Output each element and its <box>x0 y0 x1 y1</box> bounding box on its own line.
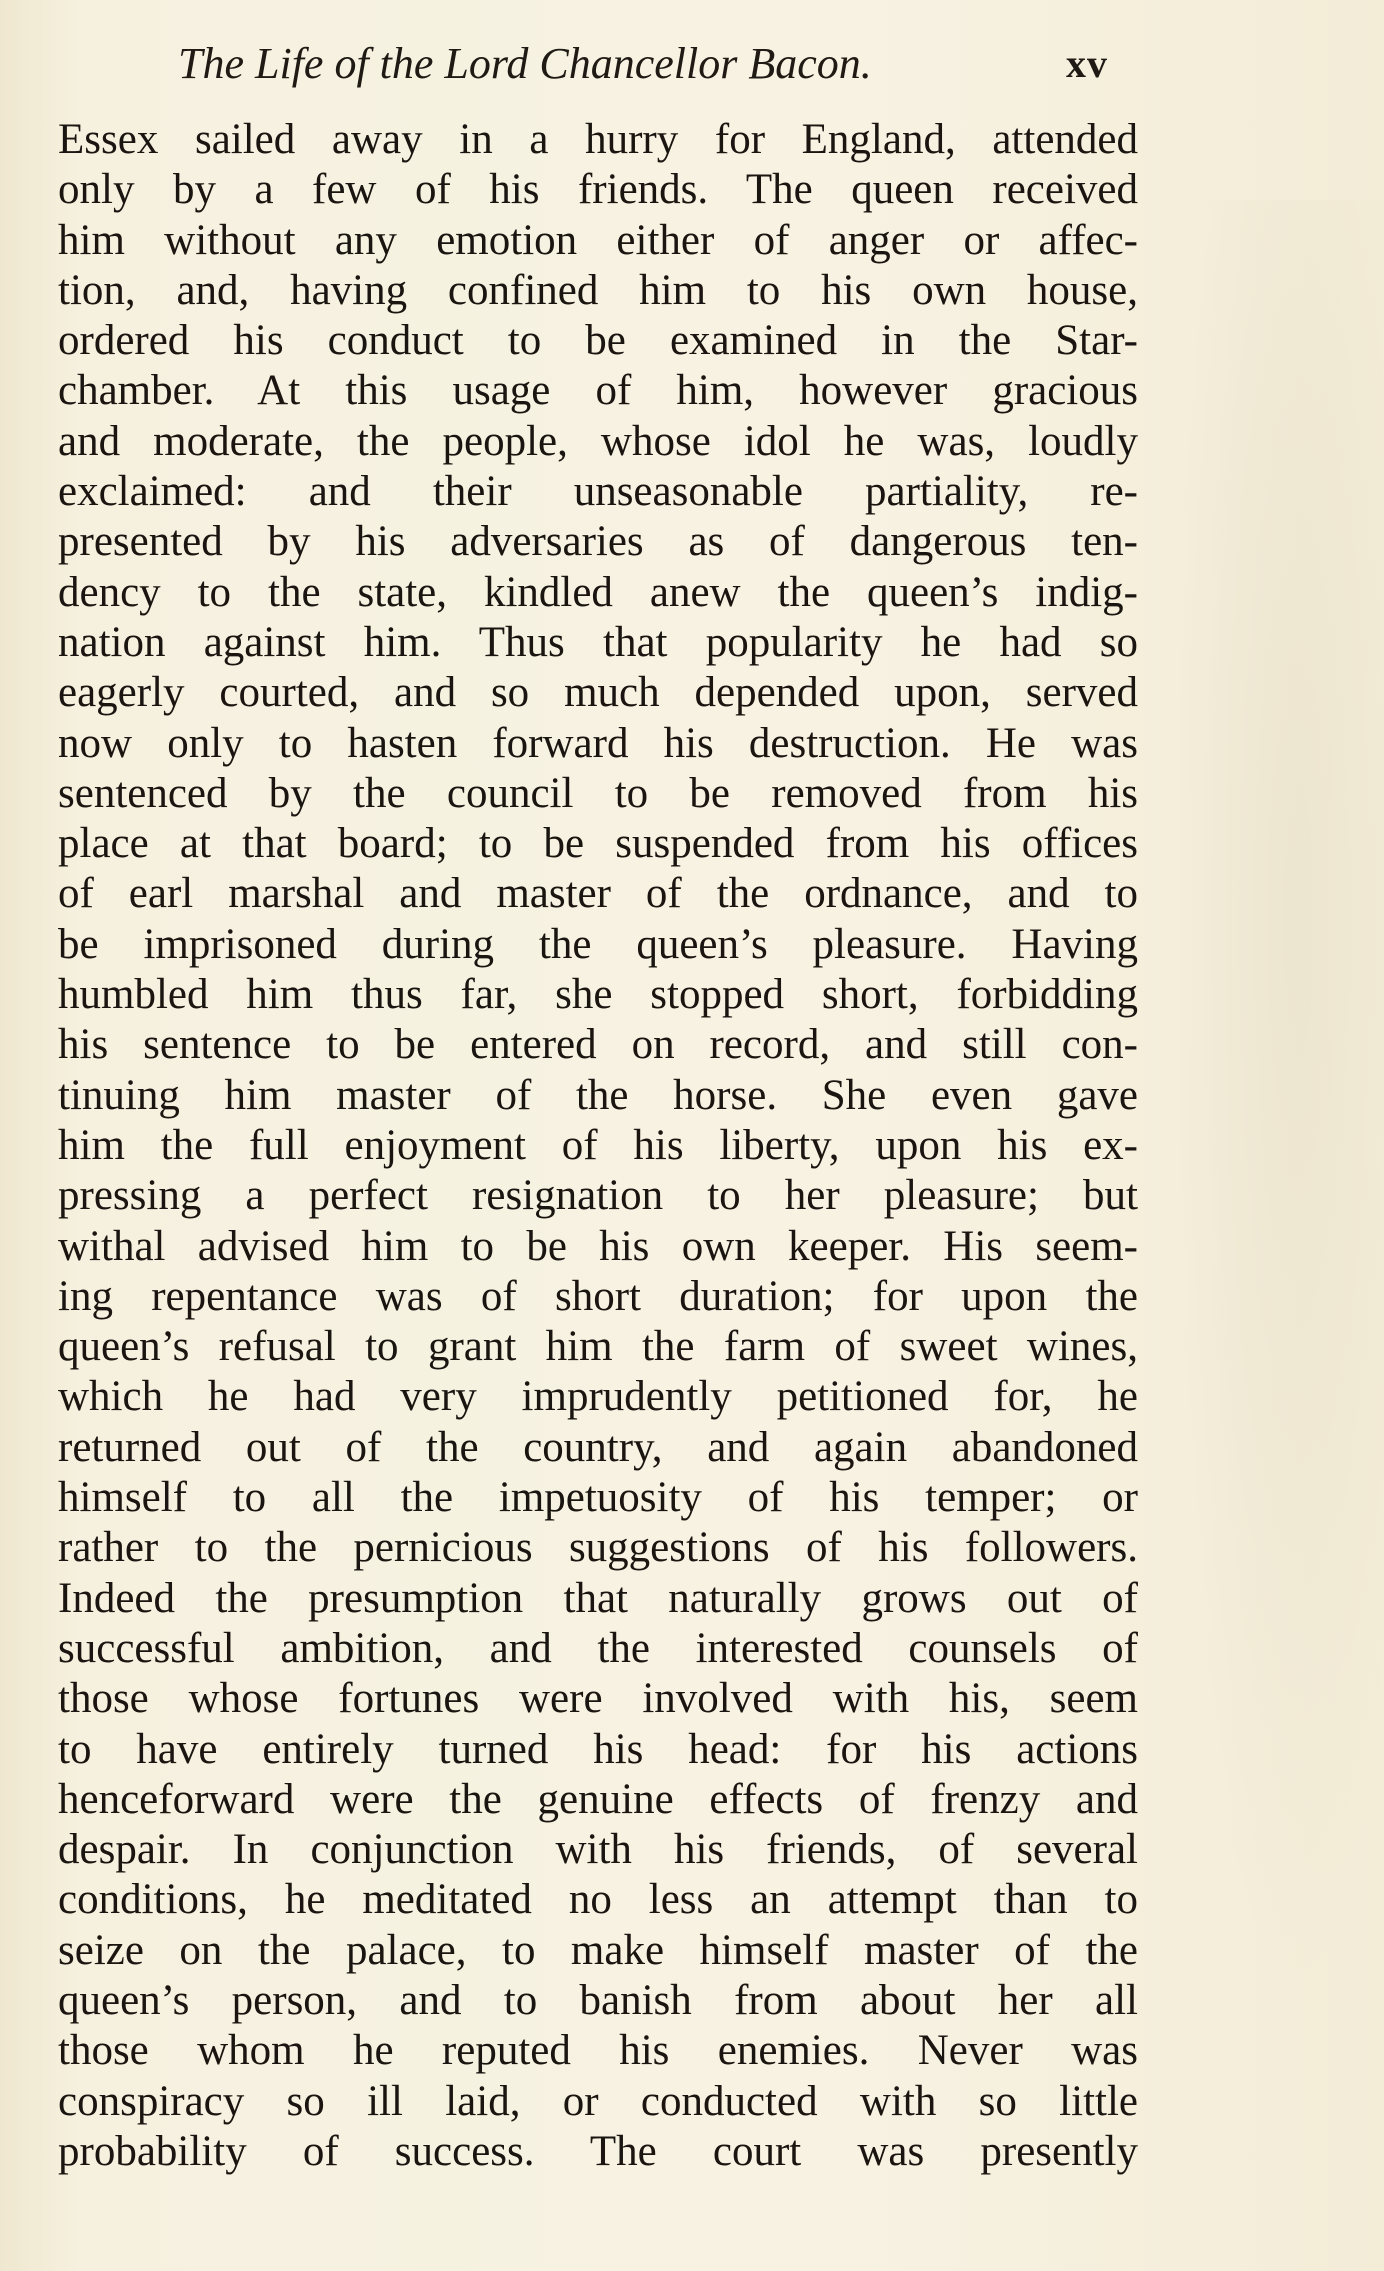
text-line: rather to the pernicious suggestions of his followers. <box>58 1524 1138 1572</box>
text-line: those whose fortunes were involved with his, seem <box>58 1675 1138 1723</box>
text-line: himself to all the impetuosity of his temper; or <box>58 1474 1138 1522</box>
page-number: xv <box>1066 41 1108 86</box>
text-line: despair. In conjunction with his friends, of several <box>58 1826 1138 1874</box>
text-line: conditions, he meditated no less an attempt than to <box>58 1876 1138 1924</box>
text-line: pressing a perfect resignation to her pleasure; but <box>58 1172 1138 1220</box>
text-line: presented by his adversaries as of dangerous ten- <box>58 518 1138 566</box>
text-line: sentenced by the council to be removed from his <box>58 769 1138 817</box>
text-line: tion, and, having confined him to his own house, <box>58 266 1138 314</box>
text-line: humbled him thus far, she stopped short, forbidding <box>58 971 1138 1019</box>
running-title: The Life of the Lord Chancellor Bacon. <box>178 39 872 88</box>
text-line: which he had very imprudently petitioned for, he <box>58 1373 1138 1421</box>
text-line: returned out of the country, and again abandoned <box>58 1423 1138 1471</box>
text-line: seize on the palace, to make himself master of the <box>58 1926 1138 1974</box>
text-line: tinuing him master of the horse. She even gave <box>58 1071 1138 1119</box>
text-line: eagerly courted, and so much depended upon, served <box>58 669 1138 717</box>
text-line: only by a few of his friends. The queen received <box>58 166 1138 214</box>
text-line: those whom he reputed his enemies. Never was <box>58 2027 1138 2075</box>
text-line: him the full enjoyment of his liberty, upon his ex- <box>58 1121 1138 1169</box>
text-line: withal advised him to be his own keeper. His seem- <box>58 1222 1138 1270</box>
text-line: of earl marshal and master of the ordnance, and to <box>58 870 1138 918</box>
text-line: successful ambition, and the interested counsels of <box>58 1624 1138 1672</box>
text-line: probability of success. The court was presently <box>58 2127 1138 2175</box>
text-line: queen’s person, and to banish from about her all <box>58 1976 1138 2024</box>
body-text <box>58 115 1138 2177</box>
text-line: place at that board; to be suspended from his offices <box>58 820 1138 868</box>
text-line: now only to hasten forward his destruction. He was <box>58 719 1138 767</box>
text-line: ordered his conduct to be examined in the Star- <box>58 317 1138 365</box>
text-line: him without any emotion either of anger or affec- <box>58 216 1138 264</box>
text-line: Essex sailed away in a hurry for England, attended <box>58 116 1138 163</box>
text-line: exclaimed: and their unseasonable partiality, re- <box>58 468 1138 516</box>
text-line: his sentence to be entered on record, and still con- <box>58 1021 1138 1069</box>
text-line: Indeed the presumption that naturally grows out of <box>58 1574 1138 1622</box>
text-line: be imprisoned during the queen’s pleasure. Having <box>58 920 1138 968</box>
margin-show-through <box>1164 200 1384 2000</box>
running-head <box>178 34 1118 94</box>
text-line: nation against him. Thus that popularity he had so <box>58 618 1138 666</box>
text-line: dency to the state, kindled anew the queen’s indig- <box>58 568 1138 616</box>
text-line: to have entirely turned his head: for his actions <box>58 1725 1138 1773</box>
text-line: and moderate, the people, whose idol he was, loudly <box>58 417 1138 465</box>
text-line: conspiracy so ill laid, or conducted with so little <box>58 2077 1138 2125</box>
text-line: ing repentance was of short duration; for upon the <box>58 1272 1138 1320</box>
text-line: chamber. At this usage of him, however gracious <box>58 367 1138 415</box>
text-line: queen’s refusal to grant him the farm of sweet wines, <box>58 1323 1138 1371</box>
text-line: henceforward were the genuine effects of frenzy and <box>58 1775 1138 1823</box>
